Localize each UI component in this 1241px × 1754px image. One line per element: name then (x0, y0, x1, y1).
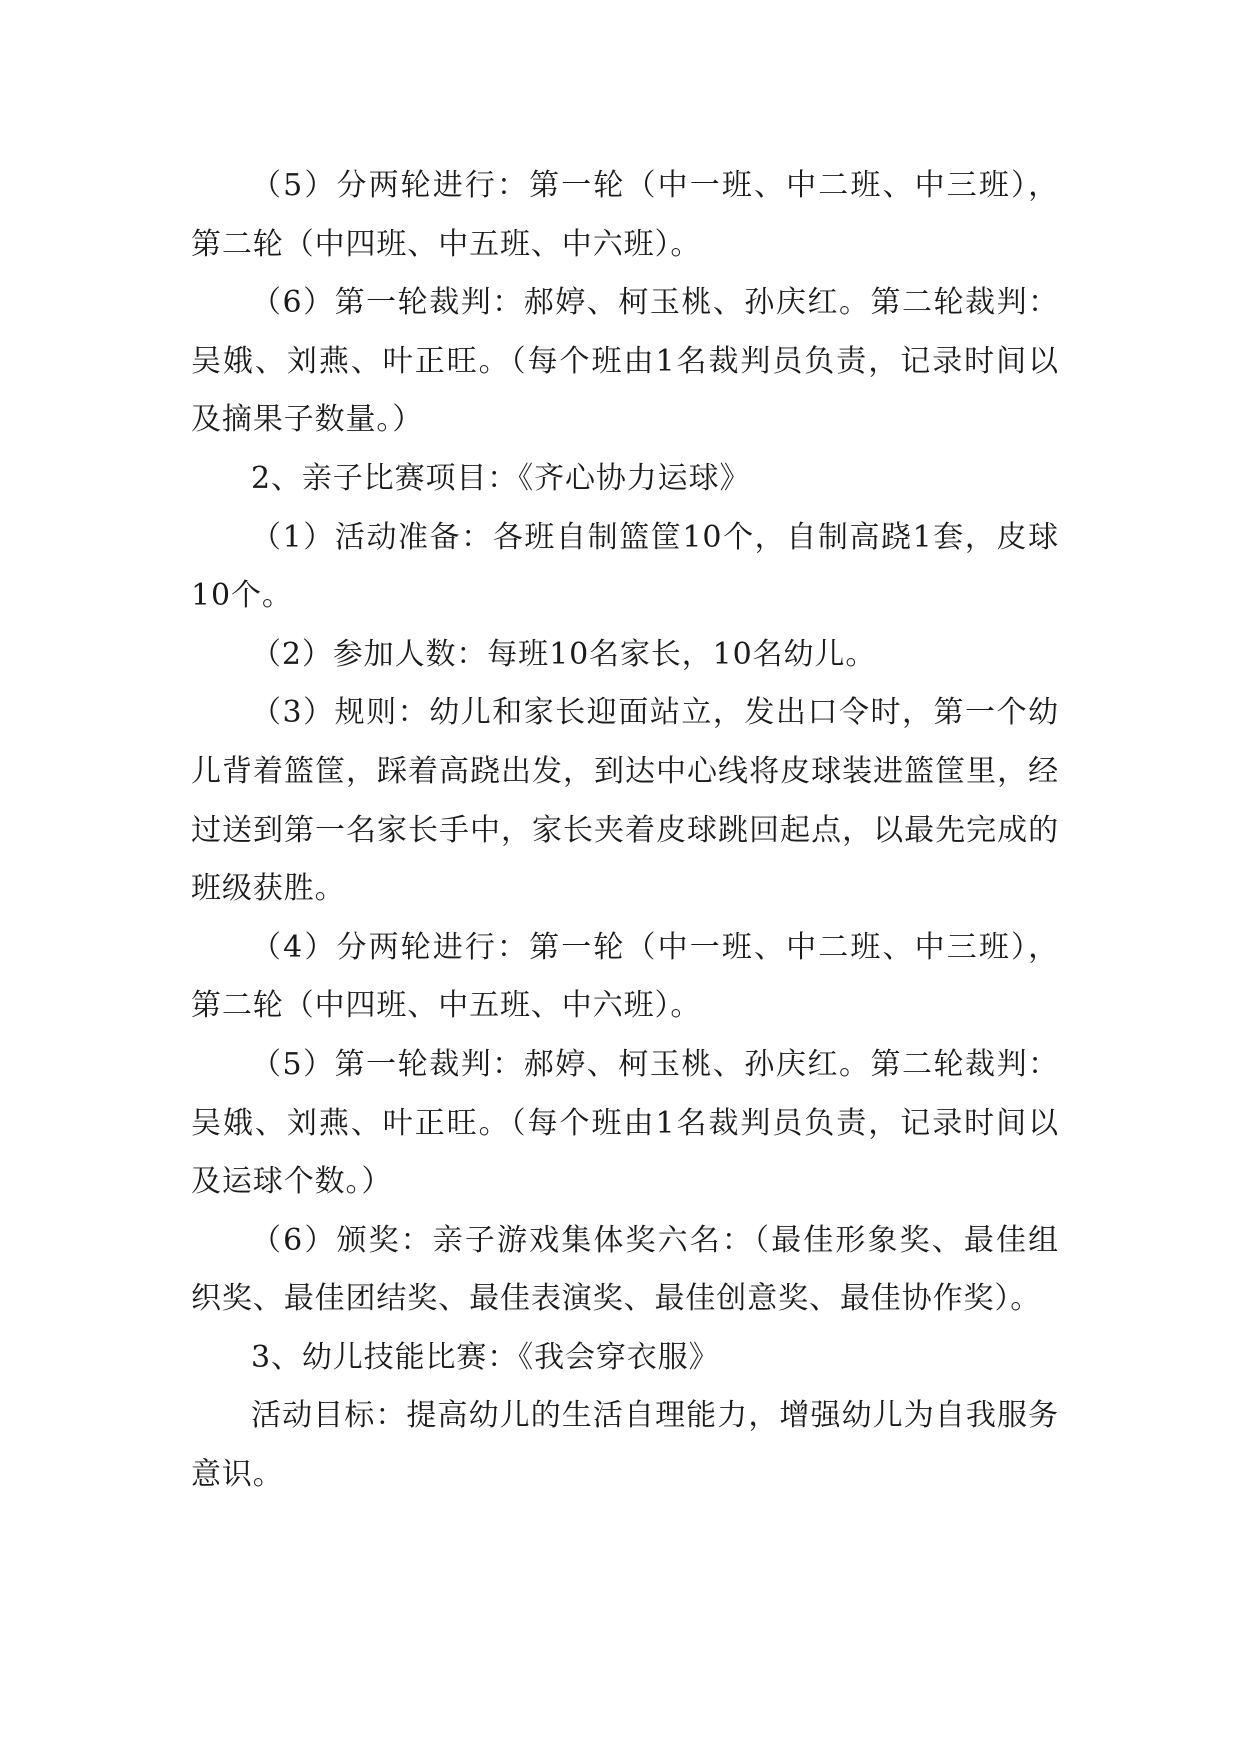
paragraph-participants: （2）参加人数：每班10名家长，10名幼儿。 (251, 636, 877, 672)
section-heading-parent-child-game: 2、亲子比赛项目：《齐心协力运球》 (251, 460, 751, 496)
paragraph-referees-1: （6）第一轮裁判：郝婷、柯玉桃、孙庆红。第二轮裁判：吴娥、刘燕、叶正旺。（每个班由1名裁判员负责，记录时间以及摘果子数量。） (191, 285, 1059, 438)
paragraph-rules: （3）规则：幼儿和家长迎面站立，发出口令时，第一个幼儿背着篮筐，踩着高跷出发，到达中心线将皮球装进篮筐里，经过送到第一名家长手中，家长夹着皮球跳回起点，以最先完成的班级获胜。 (191, 695, 1059, 907)
section-heading-child-skill-contest: 3、幼儿技能比赛：《我会穿衣服》 (251, 1339, 720, 1375)
paragraph-activity-goal: 活动目标：提高幼儿的生活自理能力，增强幼儿为自我服务意识。 (191, 1398, 1059, 1493)
paragraph-awards: （6）颁奖：亲子游戏集体奖六名：（最佳形象奖、最佳组织奖、最佳团结奖、最佳表演奖、最佳创意奖、最佳协作奖）。 (191, 1222, 1059, 1317)
paragraph-round-schedule-1: （5）分两轮进行：第一轮（中一班、中二班、中三班），第二轮（中四班、中五班、中六班）。 (191, 168, 1059, 262)
paragraph-referees-2: （5）第一轮裁判：郝婷、柯玉桃、孙庆红。第二轮裁判：吴娥、刘燕、叶正旺。（每个班由1名裁判员负责，记录时间以及运球个数。） (191, 1046, 1059, 1200)
paragraph-preparation: （1）活动准备：各班自制篮筐10个，自制高跷1套，皮球10个。 (191, 519, 1059, 614)
paragraph-round-schedule-2: （4）分两轮进行：第一轮（中一班、中二班、中三班），第二轮（中四班、中五班、中六班）。 (191, 929, 1059, 1024)
document-body (191, 157, 1059, 1505)
